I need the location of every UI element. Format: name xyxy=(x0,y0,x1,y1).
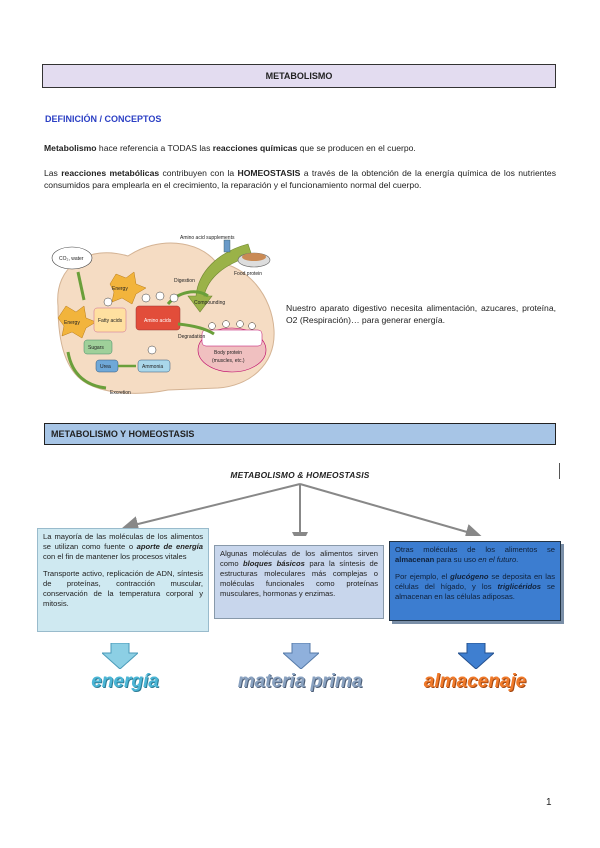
label-food-protein: Food protein xyxy=(234,271,263,277)
term-aporte-energia: aporte de energía xyxy=(136,542,203,551)
down-arrow-icon xyxy=(458,643,494,669)
box-almacenaje-p2 xyxy=(395,572,555,602)
text: hace referencia a TODAS las xyxy=(96,143,213,153)
box-almacenaje xyxy=(389,541,561,621)
label-ammonia: Ammonia xyxy=(142,364,164,370)
box-materia-p1 xyxy=(220,549,378,599)
label-degradation: Degradation xyxy=(178,334,206,340)
label-body-protein: Body protein xyxy=(214,350,243,356)
down-arrow-icon xyxy=(102,643,138,669)
term-homeostasis: HOMEOSTASIS xyxy=(237,168,301,178)
label-materia-prima: materia prima xyxy=(237,671,363,692)
section-title-bar xyxy=(44,423,556,445)
label-co2-water: CO₂, water xyxy=(59,256,84,262)
label-amino-acids: Amino acids xyxy=(144,318,172,324)
page-title: METABOLISMO xyxy=(265,71,333,81)
box-energia-p1 xyxy=(43,532,203,562)
text: La mayoría de las moléculas de los alimentos se utilizan como fuente o xyxy=(43,532,203,551)
label-excretion: Excretion xyxy=(110,390,131,396)
label-compounding: Compounding xyxy=(194,300,226,306)
label-almacenaje: almacenaje xyxy=(423,671,527,692)
page-title-bar xyxy=(42,64,556,88)
metabolism-diagram xyxy=(48,226,280,400)
section-title: METABOLISMO Y HOMEOSTASIS xyxy=(51,429,195,439)
box-energia xyxy=(37,528,209,632)
box-almacenaje-p1 xyxy=(395,545,555,565)
term-almacenan: almacenan xyxy=(395,555,435,564)
term-metabolismo: Metabolismo xyxy=(44,143,97,153)
text: que se producen en el cuerpo. xyxy=(297,143,416,153)
definition-paragraph-1 xyxy=(44,142,556,154)
definition-heading: DEFINICIÓN / CONCEPTOS xyxy=(45,114,162,124)
text: contribuyen con la xyxy=(159,168,238,178)
page-number: 1 xyxy=(546,797,552,808)
flow-connectors xyxy=(40,476,560,536)
label-muscles: (muscles, etc.) xyxy=(212,358,245,364)
text: se deposita en las células del hígado, y los xyxy=(395,572,555,591)
text: para la síntesis de estructuras moleculares más complejas o moléculas funcionales como proteínas musculares, hormonas y enzimas. xyxy=(220,559,378,598)
term-bloques-basicos: bloques básicos xyxy=(243,559,305,568)
label-energia: energía xyxy=(91,671,159,692)
term-glucogeno: glucógeno xyxy=(450,572,489,581)
term-reacciones-quimicas: reacciones químicas xyxy=(212,143,298,153)
connector-left xyxy=(130,484,300,526)
label-urea: Urea xyxy=(100,364,111,370)
flow-title: METABOLISMO & HOMEOSTASIS xyxy=(230,470,370,480)
text: . xyxy=(516,555,519,564)
text: a través de la obtención de la energía química de los nutrientes consumidos para emplearla en el crecimiento, la reparación y el funcionamiento normal del cuerpo. xyxy=(44,168,556,190)
text: con el fin de mantener los procesos vitales xyxy=(43,552,187,561)
label-fatty-acids: Fatty acids xyxy=(98,318,123,324)
text: Otras moléculas de los alimentos se xyxy=(395,545,555,554)
box-materia-prima xyxy=(214,545,384,619)
label-energy-1: Energy xyxy=(112,286,128,292)
term-reacciones-metabolicas: reacciones metabólicas xyxy=(61,168,160,178)
label-energy-2: Energy xyxy=(64,320,80,326)
label-digestion: Digestion xyxy=(174,278,195,284)
connector-right xyxy=(300,484,474,534)
diagram-caption: Nuestro aparato digestivo necesita alimentación, azucares, proteína, O2 (Respiración)… para generar energía. xyxy=(286,303,556,325)
term-futuro: en el futuro xyxy=(478,555,517,564)
text: se almacenan en las células adiposas. xyxy=(395,582,555,601)
down-arrow-icon xyxy=(283,643,319,669)
label-sugars: Sugars xyxy=(88,345,104,351)
text: Algunas moléculas de los alimentos sirven como xyxy=(220,549,378,568)
text: para su uso xyxy=(434,555,479,564)
box-energia-p2: Transporte activo, replicación de ADN, síntesis de proteínas, contracción muscular, conservación de la temperatura corporal y mitosis. xyxy=(43,569,203,608)
term-trigliceridos: triglicéridos xyxy=(497,582,541,591)
definition-paragraph-2 xyxy=(44,167,556,191)
label-amino-acid-supplements: Amino acid supplements xyxy=(180,235,235,241)
text: Las xyxy=(44,168,62,178)
text: Por ejemplo, el xyxy=(395,572,451,581)
